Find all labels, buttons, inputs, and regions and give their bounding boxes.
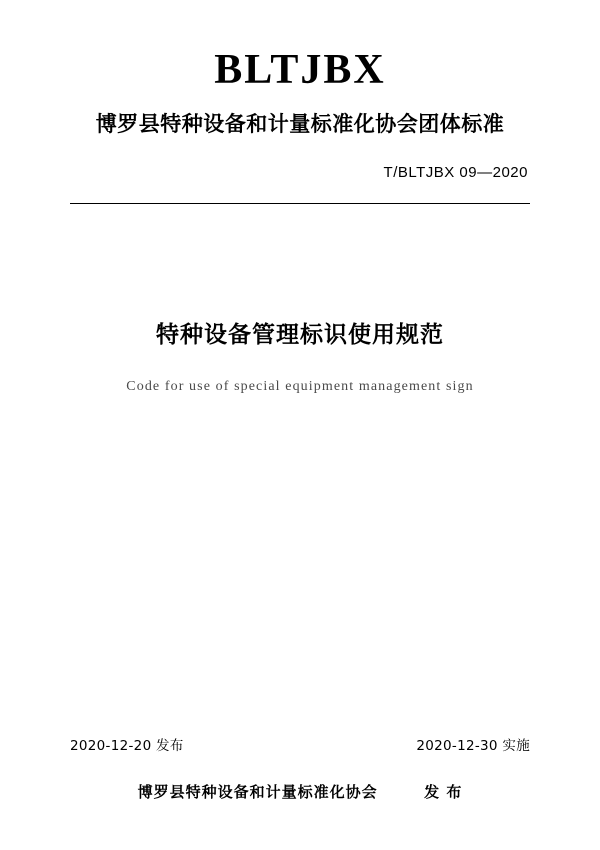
association-logo-text: BLTJBX — [214, 47, 386, 93]
header-divider — [70, 203, 530, 204]
page-title-english: Code for use of special equipment management sign — [126, 379, 474, 395]
document-title-block — [70, 316, 530, 395]
issue-date: 2020-12-20 发布 — [70, 738, 184, 754]
organization-title: 博罗县特种设备和计量标准化协会团体标准 — [95, 112, 505, 137]
publisher-action: 发 布 — [424, 783, 463, 801]
date-row — [70, 734, 530, 754]
effective-date: 2020-12-30 实施 — [416, 738, 530, 754]
page-title: 特种设备管理标识使用规范 — [156, 322, 444, 349]
cover-header — [70, 0, 530, 204]
publisher-line — [0, 781, 600, 802]
publisher-name: 博罗县特种设备和计量标准化协会 — [137, 783, 378, 801]
standard-number: T/BLTJBX 09—2020 — [383, 164, 528, 182]
